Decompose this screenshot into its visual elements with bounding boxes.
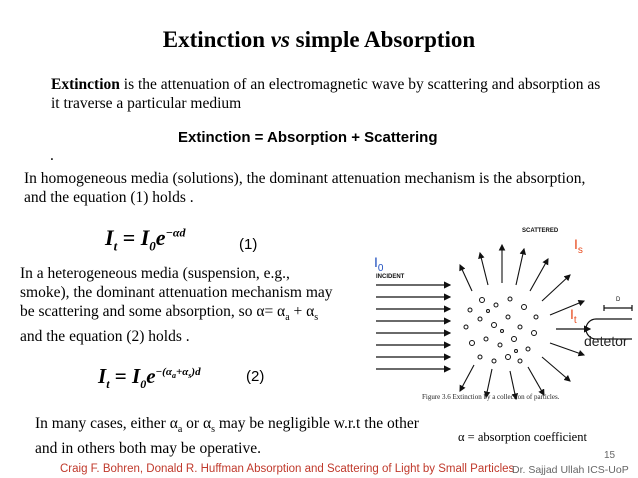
I0-sub: 0 <box>377 262 384 274</box>
heterogeneous-line-3b: + α <box>289 303 315 320</box>
definition-text: is the attenuation of an electromagnetic wave by scattering and absorption as <box>119 76 601 93</box>
heterogeneous-line-1: In a heterogeneous media (suspension, e.g., <box>20 265 290 282</box>
I0-main: I <box>374 254 378 270</box>
eq1-sub-0: 0 <box>149 238 156 254</box>
Is-label <box>574 236 583 256</box>
eq2-exp-sub-a: a <box>171 371 176 381</box>
eq1-I0: I <box>140 225 150 250</box>
heterogeneous-line-2: smoke), the dominant attenuation mechanism may <box>20 284 333 301</box>
heterogeneous-line-4: and the equation (2) holds . <box>20 328 190 346</box>
eq2-exp-mid: +α <box>175 366 189 378</box>
definition-term: Extinction <box>51 76 120 93</box>
Is-main: I <box>574 236 578 252</box>
eq1-e: e <box>155 225 166 250</box>
eq2-e: e <box>146 364 156 388</box>
eq2-exponent <box>155 366 201 381</box>
author-credit: Dr. Sajjad Ullah ICS-UoP <box>512 464 629 476</box>
eq1-sub-t: t <box>113 238 118 254</box>
eq2-exp-close: )d <box>191 366 201 378</box>
scattered-arrows <box>460 245 584 399</box>
eq1-equals: = <box>117 225 141 250</box>
many-cases-a: In many cases, either α <box>35 415 178 432</box>
equation-1-label: (1) <box>239 236 258 253</box>
It-label <box>570 306 577 326</box>
many-sub-s: s <box>211 424 215 436</box>
heterogeneous-paragraph <box>20 264 370 346</box>
alpha-sub-s: s <box>314 312 319 324</box>
eq1-I: I <box>105 225 114 250</box>
many-cases-line-2: and in others both may be operative. <box>35 440 261 458</box>
definition-line-2: it traverse a particular medium <box>51 95 242 112</box>
eq2-sub-t: t <box>106 377 110 392</box>
scattered-label: SCATTERED <box>522 228 559 234</box>
title-vs: vs <box>270 27 290 52</box>
I0-label <box>374 254 383 274</box>
scattering-diagram <box>370 215 638 405</box>
eq2-equals: = <box>109 364 132 388</box>
many-cases-paragraph <box>35 414 455 458</box>
heterogeneous-line-3a: be scattering and some absorption, so α= α <box>20 303 286 320</box>
eq2-exp-sub-s: s <box>188 371 192 381</box>
eq1-exponent: −αd <box>165 225 186 240</box>
many-cases-c: may be negligible w.r.t the other <box>215 415 419 432</box>
extinction-definition <box>51 75 631 113</box>
equation-2-label: (2) <box>246 368 265 385</box>
extinction-figure <box>370 215 638 405</box>
homogeneous-paragraph <box>24 169 624 207</box>
d-label: D <box>616 297 621 303</box>
many-sub-a: a <box>177 424 183 436</box>
alpha-note: α = absorption coefficient <box>458 430 587 444</box>
title-part-1: Extinction <box>162 27 271 52</box>
slide-title <box>0 27 638 53</box>
eq2-sub-0: 0 <box>140 377 147 392</box>
It-main: I <box>570 306 574 322</box>
homogeneous-line-1: In homogeneous media (solutions), the dominant attenuation mechanism is the absorption, <box>24 170 586 187</box>
particles <box>464 297 538 363</box>
It-sub: t <box>573 314 577 326</box>
alpha-sub-a: a <box>285 312 290 324</box>
citation: Craig F. Bohren, Donald R. Huffman Absorption and Scattering of Light by Small Particles <box>60 463 515 475</box>
title-part-2: simple Absorption <box>289 27 476 52</box>
Is-sub: s <box>577 244 583 256</box>
dot-mark: . <box>50 147 54 164</box>
page-number: 15 <box>604 450 616 461</box>
eq2-I0: I <box>132 364 141 388</box>
eq2-exp-open: −(α <box>155 366 172 378</box>
detector-label: detetor <box>584 333 628 349</box>
eq2-I: I <box>98 364 107 388</box>
homogeneous-line-2: and the equation (1) holds . <box>24 189 194 206</box>
key-equation: Extinction = Absorption + Scattering <box>178 129 438 146</box>
figure-caption: Figure 3.6 Extinction by a collection of particles. <box>422 393 560 401</box>
incident-arrows <box>376 285 450 369</box>
equation-2 <box>98 364 201 392</box>
incident-label: INCIDENT <box>376 274 405 280</box>
equation-1 <box>105 225 185 254</box>
many-cases-b: or α <box>182 415 212 432</box>
